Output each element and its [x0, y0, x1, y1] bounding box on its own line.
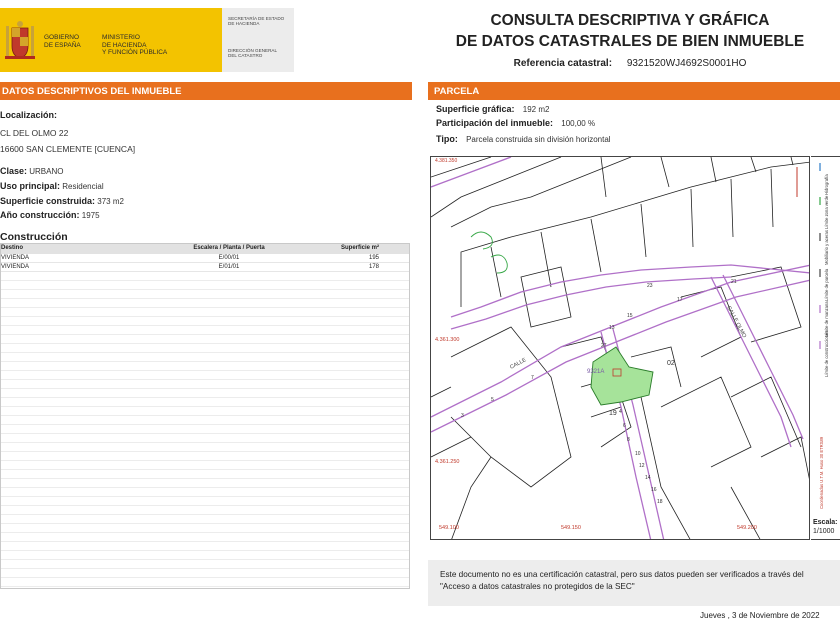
- table-empty-row: [1, 353, 409, 362]
- table-row: [1, 263, 409, 272]
- house-number: 16: [651, 487, 657, 493]
- address-line2: 16600 SAN CLEMENTE [CUENCA]: [0, 144, 136, 154]
- coat-of-arms-icon: [4, 20, 36, 64]
- government-logo: [0, 8, 222, 72]
- construccion-title: Construcción: [0, 231, 68, 243]
- table-empty-row: [1, 551, 409, 560]
- superficie-value: 373 m2: [97, 197, 124, 206]
- legend-item: Límite de parcela: [824, 268, 829, 301]
- section-bar-parcela: PARCELA: [428, 82, 840, 100]
- secretaria-text: SECRETARÍA DE ESTADO DE HACIENDA: [228, 16, 285, 27]
- table-empty-row: [1, 281, 409, 290]
- header-escalera: Escalera / Planta / Puerta: [193, 245, 265, 251]
- logo-ministerio-text: MINISTERIO DE HACIENDA Y FUNCIÓN PÚBLICA: [102, 34, 168, 56]
- sup-grafica-value: 192 m2: [522, 105, 550, 114]
- uso-row: [0, 181, 104, 191]
- table-empty-row: [1, 416, 409, 425]
- street-name-olmo: CALLE OLMO: [725, 305, 748, 339]
- construccion-table: [0, 243, 410, 589]
- cell-superficie: 195: [368, 255, 379, 261]
- sup-grafica-row: [436, 104, 549, 114]
- participacion-value: 100,00 %: [561, 119, 596, 128]
- anio-label: Año construcción:: [0, 210, 80, 220]
- table-empty-row: [1, 470, 409, 479]
- coord-y1-label: 4.381.350: [435, 158, 458, 164]
- clase-value: URBANO: [29, 167, 64, 176]
- house-number: 23: [647, 283, 653, 289]
- table-empty-row: [1, 434, 409, 443]
- table-empty-row: [1, 380, 409, 389]
- uso-value: Residencial: [62, 182, 104, 191]
- table-empty-row: [1, 389, 409, 398]
- legend-item: Límite de manzana: [824, 301, 829, 337]
- superficie-label: Superficie construida:: [0, 196, 96, 206]
- table-empty-row: [1, 326, 409, 335]
- coord-x2-label: 549.150: [561, 525, 581, 531]
- sup-grafica-label: Superficie gráfica:: [436, 104, 515, 114]
- superficie-row: [0, 196, 124, 206]
- document-title: CONSULTA DESCRIPTIVA Y GRÁFICA DE DATOS CATASTRALES DE BIEN INMUEBLE: [455, 12, 805, 50]
- secretaria-logo: [222, 8, 294, 72]
- table-empty-row: [1, 533, 409, 542]
- table-empty-row: [1, 344, 409, 353]
- section-bar-datos: DATOS DESCRIPTIVOS DEL INMUEBLE: [0, 82, 412, 100]
- cell-escalera: E/00/01: [218, 255, 240, 261]
- house-number: 3: [461, 413, 464, 419]
- coord-x1-label: 549.100: [439, 525, 459, 531]
- house-number: 6: [623, 423, 626, 429]
- logo-gobierno-text: GOBIERNO DE ESPAÑA: [44, 34, 81, 49]
- header-superficie: Superficie m²: [340, 245, 379, 251]
- uso-label: Uso principal:: [0, 181, 61, 191]
- cell-escalera: E/01/01: [218, 264, 240, 270]
- ref-value: 9321520WJ4692S0001HO: [626, 58, 747, 69]
- legend-footer: Coordenadas U.T.M. Huso 30 ETRS89: [819, 436, 824, 509]
- table-empty-rows: [1, 272, 409, 587]
- participacion-label: Participación del inmueble:: [436, 118, 554, 128]
- table-empty-row: [1, 362, 409, 371]
- table-row: [1, 254, 409, 263]
- table-empty-row: [1, 542, 409, 551]
- table-empty-row: [1, 560, 409, 569]
- legend-item: Hidrografía: [824, 174, 829, 195]
- cadastral-map-drawing: [431, 157, 810, 540]
- referencia-catastral: [430, 58, 830, 69]
- plot-ref-label: 9321A: [587, 369, 605, 375]
- escala-value: 1/1000: [813, 528, 835, 535]
- anio-value: 1975: [81, 211, 100, 220]
- clase-label: Clase:: [0, 166, 28, 176]
- table-empty-row: [1, 317, 409, 326]
- table-empty-row: [1, 371, 409, 380]
- map-legend: [811, 156, 840, 540]
- house-number: 7: [531, 375, 534, 381]
- localizacion-label: Localización:: [0, 110, 58, 120]
- parcel-number: 19: [609, 410, 617, 417]
- table-empty-row: [1, 497, 409, 506]
- house-number: 10: [635, 451, 641, 457]
- table-empty-row: [1, 272, 409, 281]
- table-empty-row: [1, 443, 409, 452]
- street-name-calle: CALLE: [509, 357, 528, 371]
- parcel-label: 02: [667, 360, 675, 367]
- house-number: 5: [491, 397, 494, 403]
- house-number: 27: [601, 343, 607, 349]
- anio-row: [0, 210, 100, 220]
- table-empty-row: [1, 569, 409, 578]
- coord-y3-label: 4.361.250: [435, 459, 460, 465]
- table-empty-row: [1, 407, 409, 416]
- participacion-row: [436, 118, 595, 128]
- house-number: 8: [627, 437, 630, 443]
- table-empty-row: [1, 488, 409, 497]
- house-number: 15: [627, 313, 633, 319]
- table-empty-row: [1, 506, 409, 515]
- legend-item: Límite zona verde: [824, 195, 829, 229]
- table-empty-row: [1, 578, 409, 587]
- tipo-value: Parcela construida sin división horizontal: [466, 135, 611, 144]
- cell-superficie: 178: [368, 264, 379, 270]
- cadastral-map: [430, 156, 810, 540]
- coord-x3-label: 549.200: [737, 525, 757, 531]
- house-number: 4: [619, 409, 622, 415]
- direccion-general-text: DIRECCIÓN GENERAL DEL CATASTRO: [228, 48, 278, 59]
- table-empty-row: [1, 461, 409, 470]
- table-empty-row: [1, 479, 409, 488]
- legend-item: Límite de construcciones: [824, 330, 829, 377]
- house-number: 17: [677, 297, 683, 303]
- ref-label: Referencia catastral:: [513, 58, 613, 69]
- table-empty-row: [1, 452, 409, 461]
- table-empty-row: [1, 425, 409, 434]
- table-header: [1, 244, 409, 254]
- disclaimer-note: Este documento no es una certificación catastral, pero sus datos pueden ser verificados a través del "Acceso a datos catastrales no protegidos de la SEC": [428, 560, 840, 606]
- tipo-row: [436, 134, 611, 144]
- selected-parcel: [591, 347, 653, 405]
- table-empty-row: [1, 335, 409, 344]
- tipo-label: Tipo:: [436, 134, 458, 144]
- clase-row: [0, 166, 63, 176]
- table-empty-row: [1, 398, 409, 407]
- address-line1: CL DEL OLMO 22: [0, 128, 69, 138]
- header-destino: Destino: [1, 245, 24, 251]
- cell-destino: VIVIENDA: [1, 255, 30, 261]
- table-empty-row: [1, 515, 409, 524]
- coord-y2-label: 4.361.300: [435, 337, 460, 343]
- house-number: 14: [645, 475, 651, 481]
- house-number: 21: [731, 279, 737, 285]
- legend-drawing: [811, 157, 840, 541]
- table-empty-row: [1, 308, 409, 317]
- house-number: 13: [609, 325, 615, 331]
- escala-label: Escala:: [813, 519, 838, 526]
- table-empty-row: [1, 299, 409, 308]
- document-date: Jueves , 3 de Noviembre de 2022: [700, 611, 820, 620]
- house-number: 18: [657, 499, 663, 505]
- table-empty-row: [1, 290, 409, 299]
- table-empty-row: [1, 524, 409, 533]
- house-number: 12: [639, 463, 645, 469]
- legend-item: Mobiliario y aceras: [824, 230, 829, 265]
- map-scale: [813, 518, 838, 536]
- cell-destino: VIVIENDA: [1, 264, 30, 270]
